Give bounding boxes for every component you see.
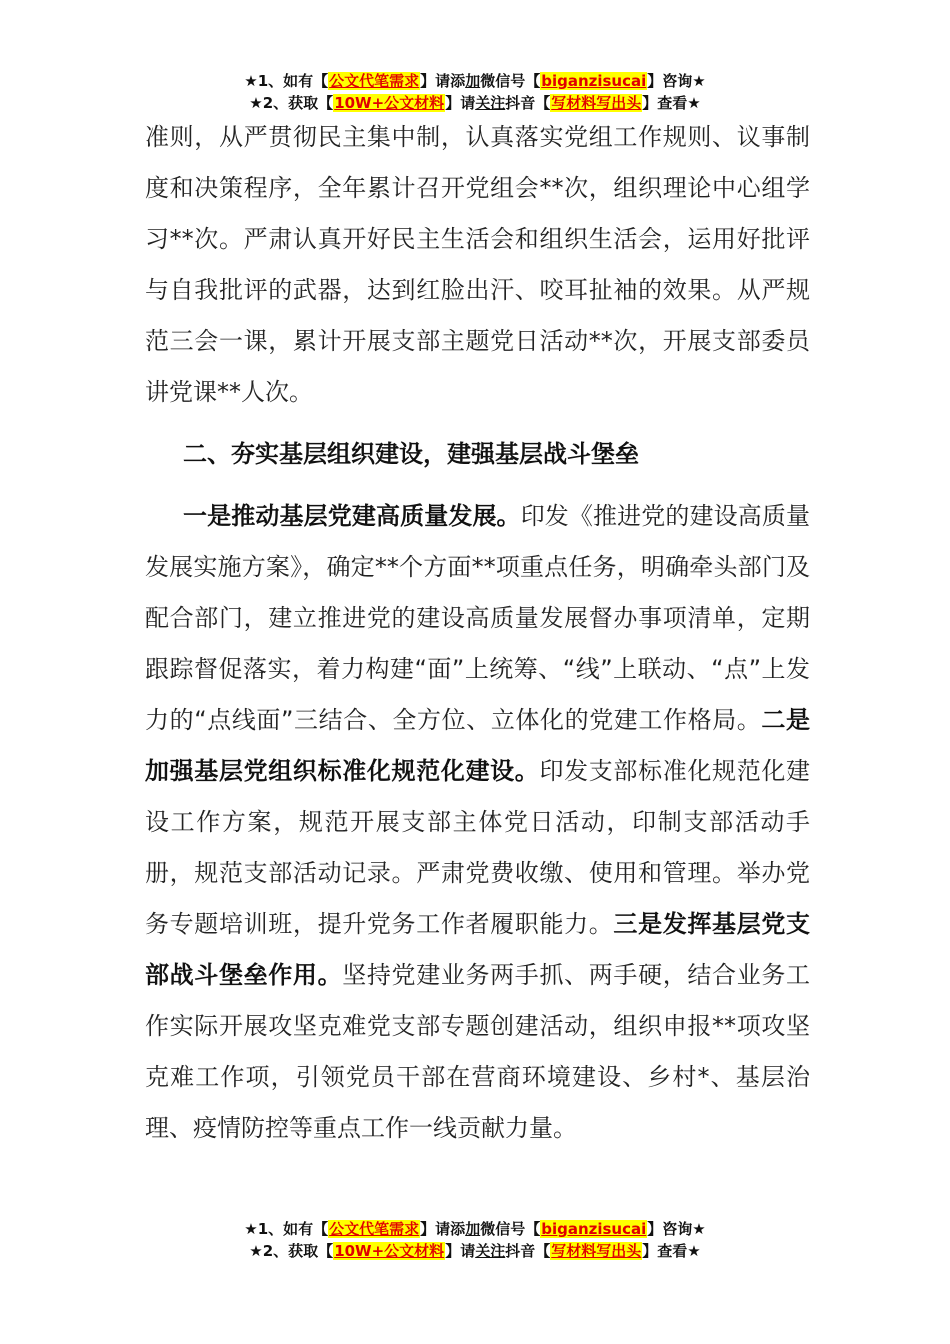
paragraph-1: 准则，从严贯彻民主集中制，认真落实党组工作规则、议事制度和决策程序，全年累计召开党组会**次，组织理论中心组学习**次。严肃认真开好民主生活会和组织生活会，运用好批评与自我批评的武器，达到红脸出汗、咬耳扯袖的效果。从严规范三会一课，累计开展支部主题党日活动**次，开展支部委员讲党课**人次。: [145, 123, 810, 406]
header-highlight-materials: 10W+公文材料: [334, 94, 445, 112]
footer-highlight-materials: 10W+公文材料: [334, 1242, 445, 1260]
footer-banner: [0, 1218, 950, 1262]
lead-sentence-3: 三是发挥基层党支部战斗堡垒作用。: [145, 910, 810, 989]
footer-highlight-wechat-id: biganzisucai: [541, 1220, 647, 1238]
lead-sentence-2: 二是加强基层党组织标准化规范化建设。: [145, 706, 811, 785]
section-heading: 二、夯实基层组织建设，建强基层战斗堡垒: [183, 440, 639, 468]
footer-highlight-douyin: 写材料写出头: [551, 1242, 642, 1260]
lead-sentence-1: 一是推动基层党建高质量发展。: [183, 502, 521, 530]
footer-highlight-service: 公文代笔需求: [329, 1220, 420, 1238]
footer-banner-line-1: ★1、如有【公文代笔需求】请添加微信号【biganzisucai】咨询★: [244, 1220, 706, 1238]
document-body: [145, 112, 810, 1154]
header-highlight-service: 公文代笔需求: [329, 72, 420, 90]
header-banner-line-1: ★1、如有【公文代笔需求】请添加微信号【biganzisucai】咨询★: [244, 72, 706, 90]
footer-banner-line-2: ★2、获取【10W+公文材料】请关注抖音【写材料写出头】查看★: [249, 1242, 701, 1260]
header-banner: [0, 70, 950, 114]
header-highlight-douyin: 写材料写出头: [551, 94, 642, 112]
header-banner-line-2: ★2、获取【10W+公文材料】请关注抖音【写材料写出头】查看★: [249, 94, 701, 112]
paragraph-2: 一是推动基层党建高质量发展。印发《推进党的建设高质量发展实施方案》，确定**个方面**项重点任务，明确牵头部门及配合部门，建立推进党的建设高质量发展督办事项清单，定期跟踪督促落实，着力构建“面”上统筹、“线”上联动、“点”上发力的“点线面”三结合、全方位、立体化的党建工作格局。二是加强基层党组织标准化规范化建设。印发支部标准化规范化建设工作方案，规范开展支部主体党日活动，印制支部活动手册，规范支部活动记录。严肃党费收缴、使用和管理。举办党务专题培训班，提升党务工作者履职能力。三是发挥基层党支部战斗堡垒作用。坚持党建业务两手抓、两手硬，结合业务工作实际开展攻坚克难党支部专题创建活动，组织申报**项攻坚克难工作项，引领党员干部在营商环境建设、乡村*、基层治理、疫情防控等重点工作一线贡献力量。: [145, 502, 811, 1142]
header-highlight-wechat-id: biganzisucai: [541, 72, 647, 90]
